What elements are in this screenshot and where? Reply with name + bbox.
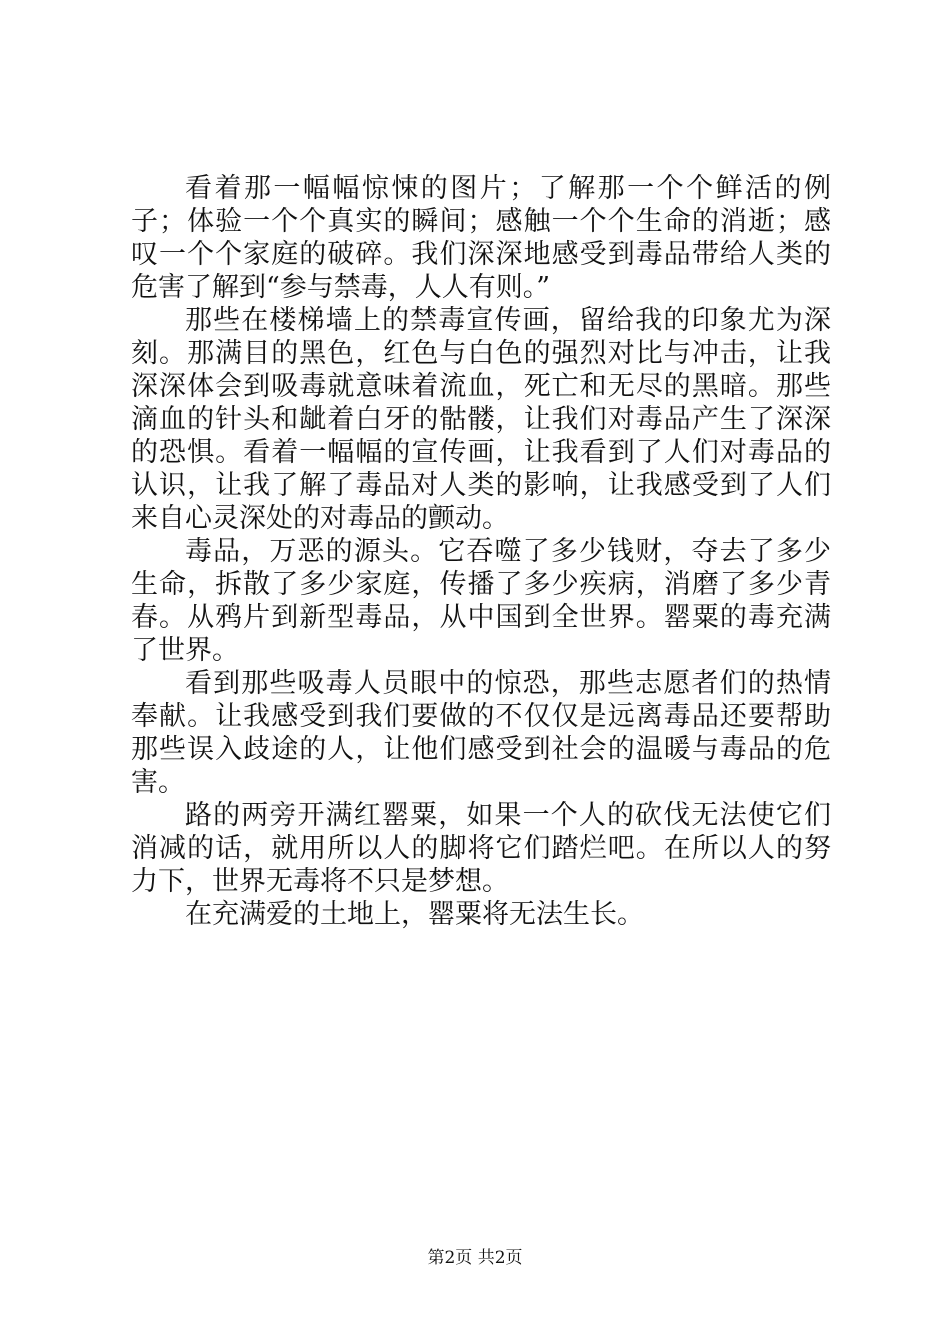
paragraph-5: 路的两旁开满红罂粟，如果一个人的砍伐无法使它们消减的话，就用所以人的脚将它们踏烂吧。在所以人的努力下，世界无毒将不只是梦想。 [131, 800, 831, 897]
paragraph-1: 看着那一幅幅惊悚的图片；了解那一个个鲜活的例子；体验一个个真实的瞬间；感触一个个生命的消逝；感叹一个个家庭的破碎。我们深深地感受到毒品带给人类的危害了解到“参与禁毒，人人有则。” [131, 173, 831, 303]
document-body [131, 172, 831, 931]
paragraph-3: 毒品，万恶的源头。它吞噬了多少钱财，夺去了多少生命，拆散了多少家庭，传播了多少疾病，消磨了多少青春。从鸦片到新型毒品，从中国到全世界。罂粟的毒充满了世界。 [131, 536, 831, 666]
paragraph-6: 在充满爱的土地上，罂粟将无法生长。 [185, 899, 644, 930]
page-footer: 第2页 共2页 [427, 1248, 523, 1268]
paragraph-4: 看到那些吸毒人员眼中的惊恐，那些志愿者们的热情奉献。让我感受到我们要做的不仅仅是远离毒品还要帮助那些误入歧途的人，让他们感受到社会的温暖与毒品的危害。 [131, 668, 831, 798]
paragraph-2: 那些在楼梯墙上的禁毒宣传画，留给我的印象尤为深刻。那满目的黑色，红色与白色的强烈对比与冲击，让我深深体会到吸毒就意味着流血，死亡和无尽的黑暗。那些滴血的针头和龇着白牙的骷髅，让我们对毒品产生了深深的恐惧。看着一幅幅的宣传画，让我看到了人们对毒品的认识，让我了解了毒品对人类的影响，让我感受到了人们来自心灵深处的对毒品的颤动。 [131, 305, 831, 534]
